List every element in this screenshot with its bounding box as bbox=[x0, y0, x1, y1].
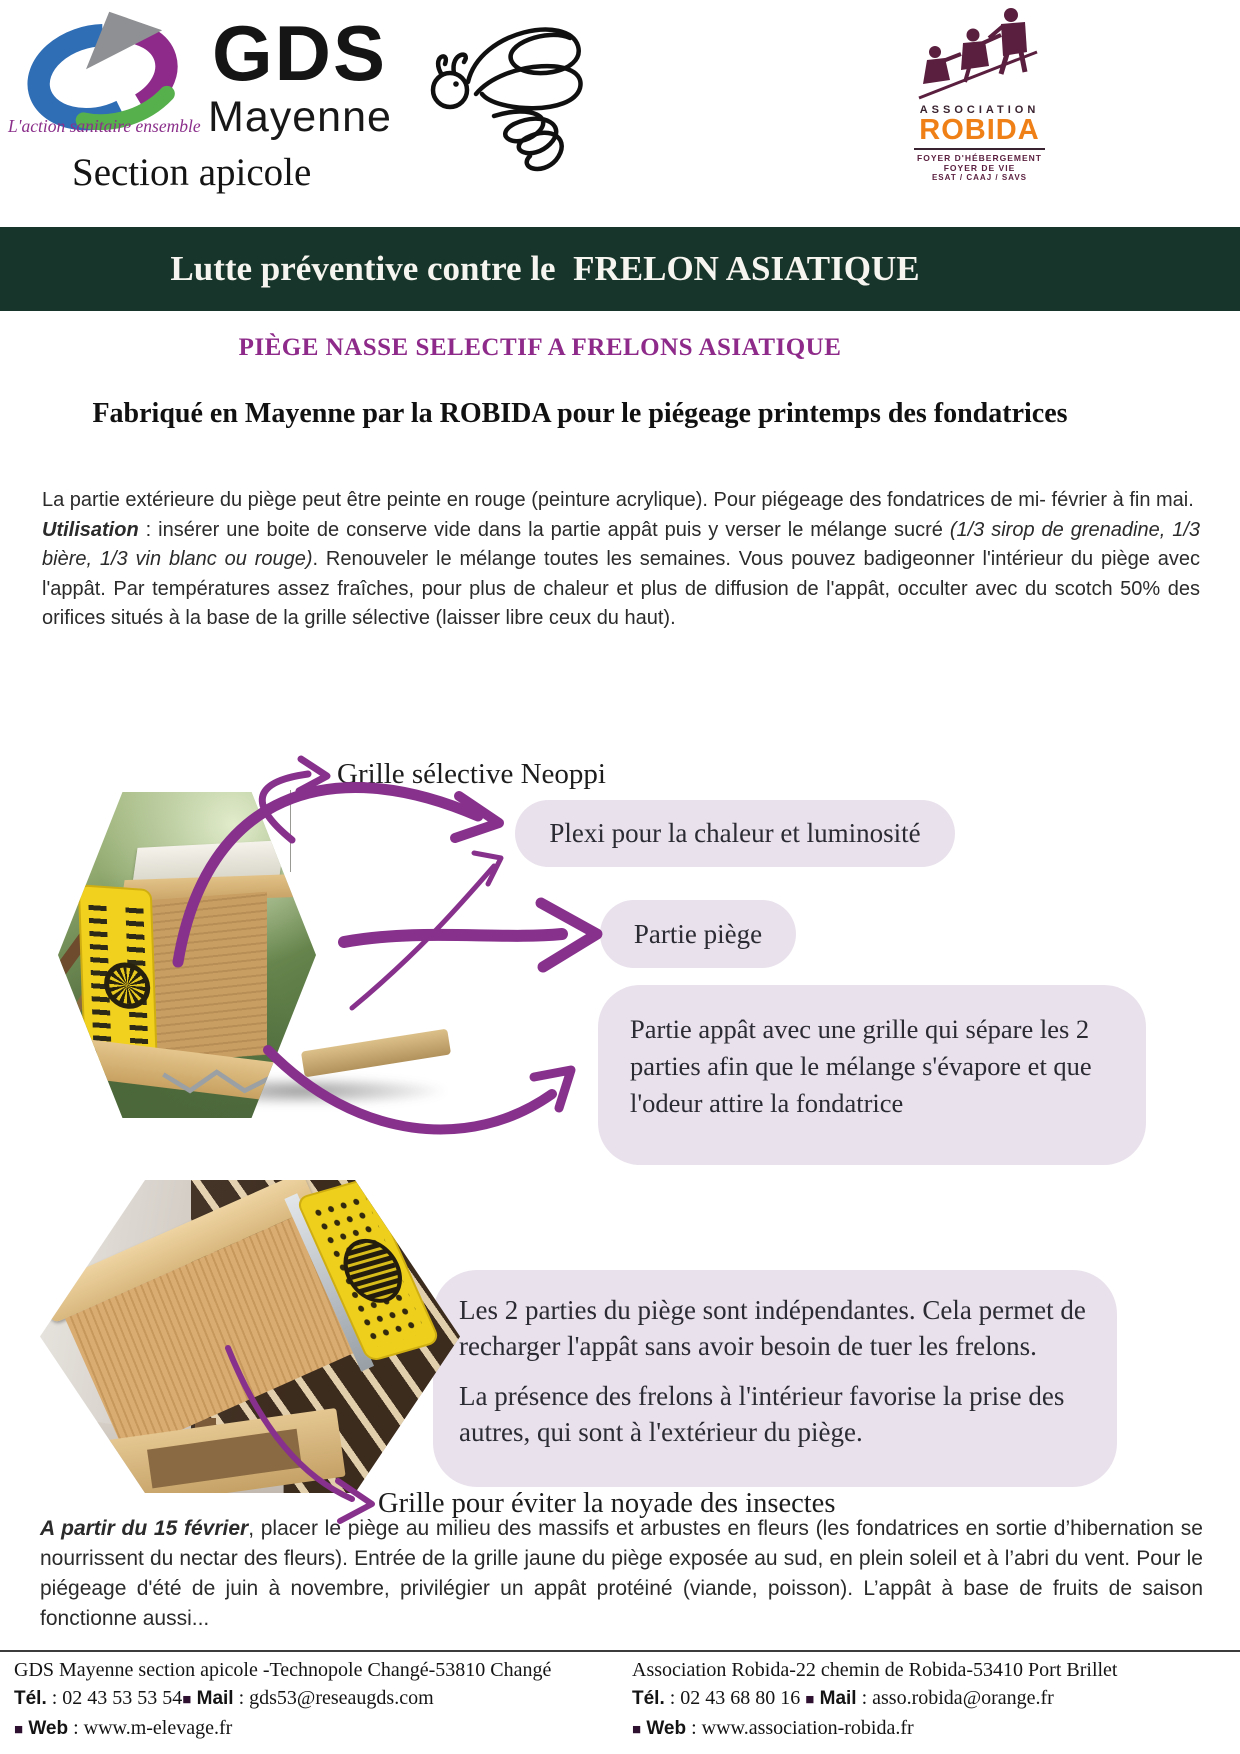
arrowhead-plexi-2 bbox=[474, 853, 501, 884]
arrowhead-neoppi bbox=[299, 759, 327, 791]
utilisation-text-1: insérer une boite de conserve vide dans la partie appât puis y verser le mélange sucré bbox=[158, 518, 950, 541]
arrowhead-plexi bbox=[455, 796, 499, 838]
intro-line-2 bbox=[42, 516, 1200, 634]
subtitle-purple: PIÈGE NASSE SELECTIF A FRELONS ASIATIQUE bbox=[238, 334, 842, 361]
square-bullet-icon: ■ bbox=[632, 1722, 642, 1738]
gds-tagline: L'action sanitaire ensemble bbox=[8, 116, 201, 136]
callout-parties-independantes bbox=[433, 1270, 1117, 1487]
outro-paragraph bbox=[40, 1514, 1203, 1634]
footer-gds-web-line bbox=[14, 1714, 574, 1744]
robida-line3: ESAT / CAAJ / SAVS bbox=[931, 173, 1028, 182]
arrow-to-neoppi bbox=[262, 774, 308, 840]
footer-gds-contacts bbox=[14, 1684, 574, 1714]
footer-robida-web-line bbox=[632, 1714, 1192, 1744]
square-bullet-icon: ■ bbox=[14, 1722, 24, 1738]
square-bullet-icon: ■ bbox=[805, 1692, 815, 1708]
footer-robida-tel-label: Tél. bbox=[632, 1688, 665, 1709]
square-bullet-icon: ■ bbox=[182, 1692, 192, 1708]
arrowhead-partie-piege bbox=[541, 903, 597, 967]
trap2-bait-tray-inner bbox=[148, 1429, 302, 1488]
title-banner bbox=[0, 227, 1240, 311]
label-grille-noyade: Grille pour éviter la noyade des insectes bbox=[378, 1488, 836, 1519]
callout-partie-piege-text: Partie piège bbox=[633, 918, 763, 949]
callout-independantes-p2: La présence des frelons à l'intérieur favorise la prise des autres, qui sont à l'extérieur du piège. bbox=[459, 1381, 1065, 1447]
callout-partie-appat bbox=[598, 985, 1146, 1165]
section-apicole-title: Section apicole bbox=[72, 151, 312, 194]
robida-line1: FOYER D'HÉBERGEMENT bbox=[917, 153, 1042, 163]
banner-title: Lutte préventive contre le FRELON ASIATIQUE bbox=[170, 249, 920, 288]
footer-gds-address: GDS Mayenne section apicole -Technopole Changé-53810 Changé bbox=[14, 1659, 552, 1681]
photo1-base-overflow bbox=[301, 1029, 451, 1078]
footer-gds-tel: : 02 43 53 53 54 bbox=[46, 1687, 183, 1709]
bee-doodle-icon bbox=[420, 12, 615, 202]
footer-robida bbox=[632, 1656, 1192, 1744]
footer-gds-mail: : gds53@reseaugds.com bbox=[233, 1687, 434, 1709]
trap1-wood-front bbox=[146, 892, 267, 1063]
callout-partie-piege bbox=[600, 900, 796, 968]
footer-robida-address: Association Robida-22 chemin de Robida-53410 Port Brillet bbox=[632, 1659, 1118, 1681]
footer-robida-mail: : asso.robida@orange.fr bbox=[856, 1687, 1054, 1709]
trap1-hanging-wire bbox=[290, 790, 291, 872]
footer-robida-mail-label: Mail bbox=[814, 1688, 857, 1709]
footer-gds-web-label: Web bbox=[23, 1718, 69, 1739]
outro-lead-bold: A partir du 15 février bbox=[40, 1517, 249, 1540]
arrow-to-plexi-2 bbox=[352, 866, 494, 1008]
robida-logo bbox=[912, 6, 1047, 182]
footer-robida-contacts bbox=[632, 1684, 1192, 1714]
trap1-wire bbox=[161, 1063, 277, 1102]
footer-robida-web-label: Web bbox=[641, 1718, 687, 1739]
utilisation-sep: : bbox=[138, 518, 159, 541]
trap-photo-indoor bbox=[40, 1180, 460, 1493]
robida-divider bbox=[914, 148, 1045, 150]
callout-plexi bbox=[515, 800, 955, 867]
footer-robida-tel: : 02 43 68 80 16 bbox=[664, 1687, 806, 1709]
label-grille-neoppi: Grille sélective Neoppi bbox=[337, 758, 606, 790]
intro-paragraph bbox=[42, 486, 1200, 634]
trap-photo-outdoor bbox=[58, 792, 316, 1118]
callout-partie-appat-text: Partie appât avec une grille qui sépare les 2 parties afin que le mélange s'évapore et que l'odeur attire la fondatrice bbox=[630, 1014, 1092, 1118]
callout-independantes-p1: Les 2 parties du piège sont indépendantes. Cela permet de recharger l'appât sans avoir besoin de tuer les frelons. bbox=[459, 1295, 1086, 1361]
utilisation-label: Utilisation bbox=[42, 518, 139, 541]
robida-association-label: ASSOCIATION bbox=[919, 104, 1040, 116]
main-heading: Fabriqué en Mayenne par la ROBIDA pour le piégeage printemps des fondatrices bbox=[92, 398, 1068, 429]
footer-gds-web: : www.m-elevage.fr bbox=[68, 1717, 233, 1739]
footer-gds-tel-label: Tél. bbox=[14, 1688, 47, 1709]
footer-robida-web: : www.association-robida.fr bbox=[686, 1717, 914, 1739]
three-climbing-figures-icon bbox=[917, 6, 1043, 102]
footer-gds bbox=[14, 1656, 574, 1744]
intro-line-1 bbox=[42, 486, 1200, 516]
robida-name: ROBIDA bbox=[919, 114, 1040, 146]
arrowhead-partie-appat bbox=[534, 1070, 571, 1108]
gds-subtitle: Mayenne bbox=[208, 93, 392, 141]
utilisation-text-2: . Renouveler le mélange toutes les semaines. Vous pouvez badigeonner l'intérieur du piège avec l'appât. Par températures assez fraîches, pour plus de chaleur et plus de diffusion de l'appât, occulter avec du scotch 50% des orifices situés à la base de la grille sélective (laisser libre ceux du haut). bbox=[42, 548, 1200, 629]
robida-line2: FOYER DE VIE bbox=[943, 163, 1016, 173]
arrow-to-partie-piege bbox=[344, 934, 562, 942]
footer-gds-mail-label: Mail bbox=[191, 1688, 234, 1709]
intro-text-1: La partie extérieure du piège peut être peinte en rouge (peinture acrylique). Pour piégeage des fondatrices de mi- février à fin mai. bbox=[42, 489, 1194, 511]
gds-title: GDS bbox=[212, 9, 388, 97]
footer-divider bbox=[0, 1650, 1240, 1652]
callout-plexi-text: Plexi pour la chaleur et luminosité bbox=[549, 818, 921, 848]
outro-text: , placer le piège au milieu des massifs et arbustes en fleurs (les fondatrices en sortie d’hibernation se nourrissent du nectar des fleurs). Entrée de la grille jaune du piège exposée au sud, en plein soleil et à l’abri du vent. Pour le piégeage d'été de juin à novembre, privilégier un appât protéiné (viande, poisson). L’appât à base de fruits de saison fonctionne aussi... bbox=[40, 1517, 1203, 1630]
utilisation-recipe-italic: (1/3 sirop de grenadine, 1/3 bière, 1/3 vin blanc ou rouge) bbox=[42, 518, 1201, 570]
